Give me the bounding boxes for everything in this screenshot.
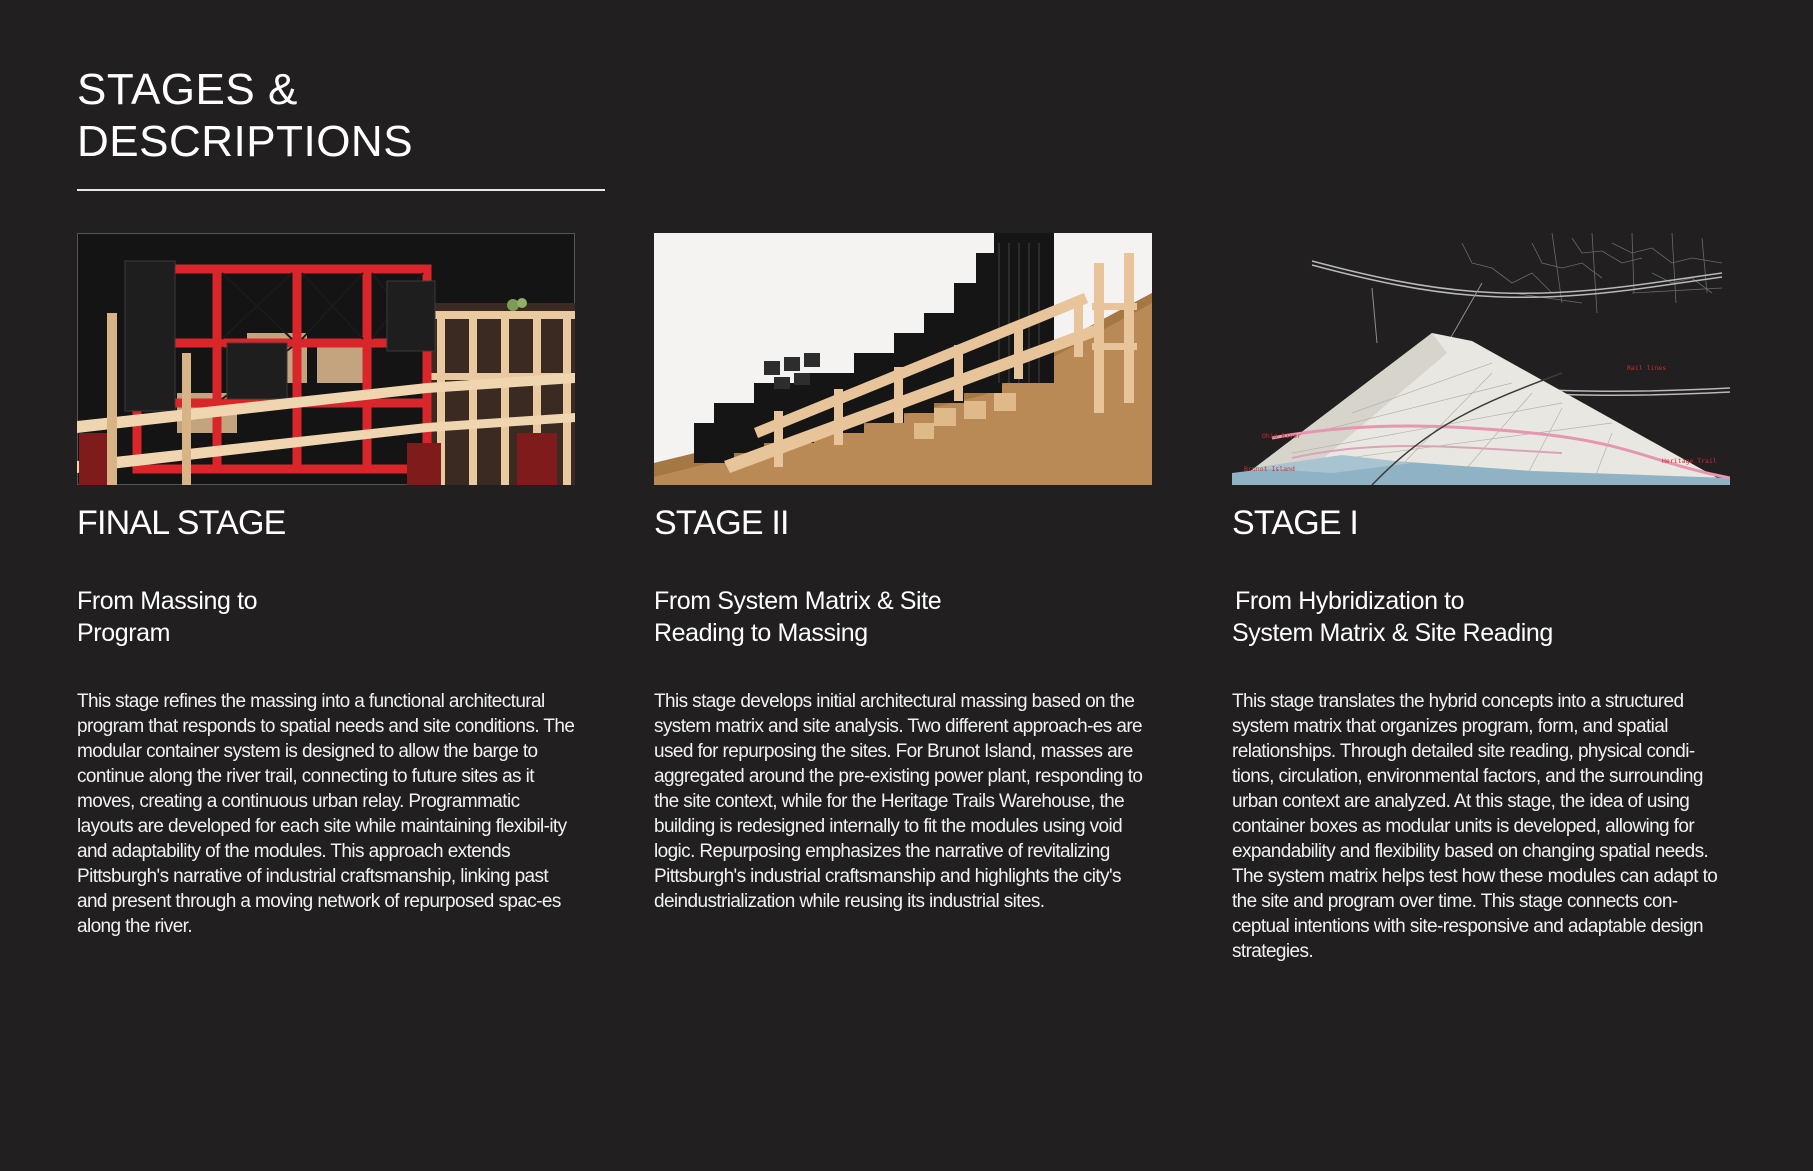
stage-i xyxy=(1232,233,1730,962)
stage-subtitle xyxy=(1232,585,1553,649)
heading-divider xyxy=(77,189,605,191)
map-label-brunot: Brunot Island xyxy=(1244,465,1295,473)
stage-i-site-map xyxy=(1232,233,1730,485)
stage-description: This stage refines the massing into a functional architectural program that responds to spatial needs and site conditions. The modular container system is designed to allow the barge to continue along the river trail, connecting to future sites as it moves, creating a continuous urban relay. Programmatic layouts are developed for each site while maintaining flexibil-ity and adaptability of the modules. This approach extends Pittsburgh's narrative of industrial craftsmanship, linking past and present through a moving network of repurposed spac-es along the river. xyxy=(77,691,575,937)
stage-subtitle-line2: System Matrix & Site Reading xyxy=(1232,619,1553,647)
stage-subtitle-line2: Program xyxy=(77,619,171,647)
map-label-rail: Rail lines xyxy=(1627,364,1667,372)
stage-title: STAGE I xyxy=(1232,504,1359,542)
stage-subtitle xyxy=(77,585,257,649)
stage-subtitle-line2: Reading to Massing xyxy=(654,619,868,647)
stage-ii-model-photo xyxy=(654,233,1152,485)
stage-final xyxy=(77,233,575,937)
stage-ii-model-illustration xyxy=(654,233,1152,485)
stage-subtitle-line1: From Massing to xyxy=(77,587,258,615)
final-stage-model-photo xyxy=(77,233,575,485)
map-label-river: Ohio River xyxy=(1262,432,1302,440)
page-heading xyxy=(77,64,413,168)
stage-title: STAGE II xyxy=(654,504,789,542)
stage-ii xyxy=(654,233,1152,912)
stage-title: FINAL STAGE xyxy=(77,504,286,542)
stage-i-site-map-illustration xyxy=(1232,233,1730,485)
stage-description: This stage translates the hybrid concepts into a structured system matrix that organizes program, form, and spatial relationships. Through detailed site reading, physical condi-tions, circulation, environmental factors, and the surrounding urban context are analyzed. At this stage, the idea of using container boxes as modular units is developed, allowing for expandability and flexibility based on changing spatial needs. The system matrix helps test how these modules can adapt to the site and program over time. This stage connects con-ceptual intentions with site-responsive and adaptable design strategies. xyxy=(1232,691,1718,962)
final-stage-model-illustration xyxy=(77,233,575,485)
page-heading-line1: STAGES & xyxy=(77,65,298,114)
stage-subtitle-line1: From System Matrix & Site xyxy=(654,587,942,615)
stage-description: This stage develops initial architectural massing based on the system matrix and site analysis. Two different approach-es are used for repurposing the sites. For Brunot Island, masses are aggregated around the pre-existing power plant, responding to the site context, while for the Heritage Trails Warehouse, the building is redesigned internally to fit the modules using void logic. Repurposing emphasizes the narrative of revitalizing Pittsburgh's industrial craftsmanship and highlights the city's deindustrialization while reusing its industrial sites. xyxy=(654,691,1143,912)
stage-subtitle-line1: From Hybridization to xyxy=(1235,587,1465,615)
map-label-heritage: Heritage Trail xyxy=(1662,457,1717,465)
page-heading-line2: DESCRIPTIONS xyxy=(77,117,414,166)
stage-subtitle xyxy=(654,585,941,649)
